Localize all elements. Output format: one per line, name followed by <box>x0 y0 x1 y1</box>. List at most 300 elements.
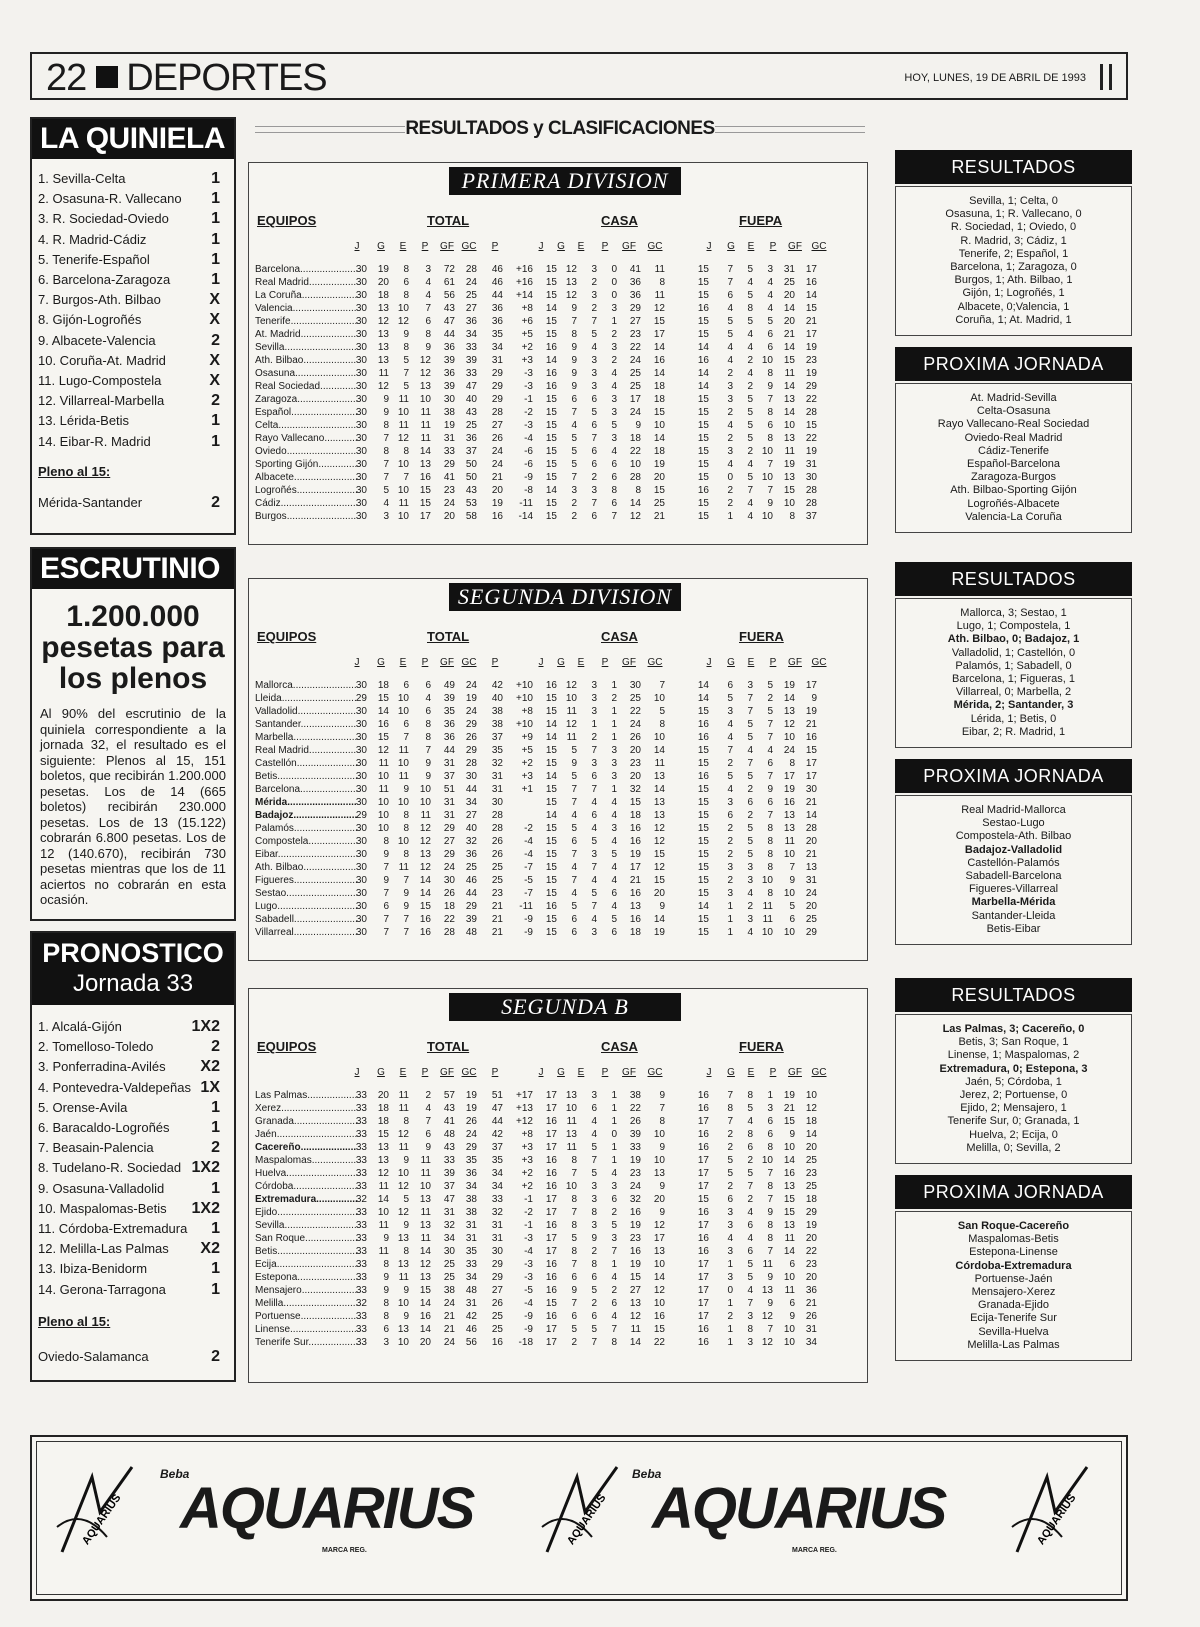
team-name: Granada ..... <box>255 1115 357 1128</box>
stat-cell: 8 <box>403 1246 409 1257</box>
stat-cell: 6 <box>591 1311 597 1322</box>
stat-cell: 6 <box>591 1272 597 1283</box>
stat-cell: 29 <box>491 394 503 405</box>
stat-cell: 2 <box>747 355 753 366</box>
stat-cell: 4 <box>611 446 617 457</box>
stat-cell: 6 <box>591 771 597 782</box>
fixture-line: Estepona-Linense <box>969 1246 1058 1259</box>
stat-cell: 1 <box>611 1142 617 1153</box>
stat-cell: 14 <box>805 1129 817 1140</box>
stat-cell: 4 <box>611 1311 617 1322</box>
stat-cell: 23 <box>629 1233 641 1244</box>
stat-cell: 2 <box>767 693 773 704</box>
stat-cell: 11 <box>784 1233 795 1244</box>
stat-cell: 25 <box>465 420 477 431</box>
list-item <box>32 230 234 250</box>
table-row <box>249 679 869 692</box>
stat-cell: +3 <box>521 771 533 782</box>
stat-cell: 7 <box>571 1207 577 1218</box>
stat-cell: 30 <box>491 1246 503 1257</box>
result-line: Palamós, 1; Sabadell, 0 <box>955 659 1072 672</box>
stat-cell: 21 <box>805 316 817 327</box>
stat-cell: +5 <box>521 329 533 340</box>
ad-brand: AQUARIUS <box>652 1476 946 1541</box>
stat-cell: 13 <box>783 433 795 444</box>
stat-cell: 10 <box>805 1090 817 1101</box>
stat-cell: 10 <box>783 888 795 899</box>
stat-cell: 14 <box>545 771 557 782</box>
stat-cell: 9 <box>425 758 431 769</box>
stat-cell: 7 <box>571 407 577 418</box>
stat-cell: 16 <box>629 836 641 847</box>
stat-cell: 34 <box>805 1337 817 1348</box>
stat-cell: 15 <box>629 797 641 808</box>
stat-cell: 29 <box>805 927 817 938</box>
stat-cell: 15 <box>697 394 709 405</box>
match-result: X <box>209 291 220 309</box>
stat-cell: 30 <box>355 446 367 457</box>
stat-cell: 15 <box>653 485 665 496</box>
stat-cell: 16 <box>697 485 709 496</box>
stat-cell: 4 <box>747 888 753 899</box>
stat-cell: 6 <box>789 1298 795 1309</box>
stat-cell: 33 <box>355 1324 367 1335</box>
col-header: J <box>354 1067 360 1078</box>
resultados-title: RESULTADOS <box>895 150 1132 184</box>
stat-cell: -3 <box>524 381 533 392</box>
stat-cell: -9 <box>524 927 533 938</box>
stat-cell: 17 <box>545 1337 557 1348</box>
result-line: Mallorca, 3; Sestao, 1 <box>960 607 1067 619</box>
stat-cell: 14 <box>545 732 557 743</box>
stat-cell: 15 <box>419 1285 431 1296</box>
stat-cell: 13 <box>783 1220 795 1231</box>
stat-cell: 7 <box>383 472 389 483</box>
stat-cell: 7 <box>727 1116 733 1127</box>
stat-cell: 3 <box>591 758 597 769</box>
col-header: P <box>421 657 429 668</box>
fixture-line: Badajoz-Valladolid <box>964 843 1063 856</box>
col-header: E <box>577 1067 585 1078</box>
stat-cell: 1 <box>767 1090 773 1101</box>
stat-cell: 24 <box>783 745 795 756</box>
stat-cell: 39 <box>443 693 455 704</box>
col-header: GF <box>788 241 802 252</box>
col-header: GF <box>788 657 802 668</box>
stat-cell: 15 <box>545 472 557 483</box>
stat-cell: 17 <box>629 862 641 873</box>
stat-cell: -5 <box>524 875 533 886</box>
col-group-equipos: EQUIPOS <box>257 629 317 644</box>
stat-cell: 31 <box>465 1298 477 1309</box>
team-name: Tenerife ..... <box>255 315 357 328</box>
stat-cell: 13 <box>629 1298 641 1309</box>
stat-cell: 5 <box>571 1233 577 1244</box>
stat-cell: 7 <box>591 1155 597 1166</box>
stat-cell: 30 <box>355 394 367 405</box>
stat-cell: 48 <box>465 927 477 938</box>
stat-cell: 19 <box>805 342 817 353</box>
stat-cell: 7 <box>767 394 773 405</box>
stat-cell: 4 <box>747 459 753 470</box>
fixture-line: Oviedo-Real Madrid <box>964 431 1063 444</box>
stat-cell: 20 <box>805 901 817 912</box>
stat-cell: 1 <box>727 914 733 925</box>
table-row <box>249 1258 869 1271</box>
team-name: Marbella ..... <box>255 731 357 744</box>
team-name: Castellón ..... <box>255 757 357 770</box>
stat-cell: 6 <box>767 342 773 353</box>
stat-cell: 19 <box>805 706 817 717</box>
stat-cell: 36 <box>443 342 455 353</box>
stat-cell: -11 <box>519 498 533 509</box>
stat-cell: 22 <box>629 706 641 717</box>
stat-cell: 37 <box>443 771 455 782</box>
escrutinio-headline <box>32 601 234 694</box>
team-name: Barcelona ..... <box>255 263 357 276</box>
stat-cell: -2 <box>524 407 533 418</box>
stat-cell: 13 <box>377 1142 389 1153</box>
list-item <box>32 209 234 229</box>
aquarius-ad <box>30 1435 1128 1601</box>
team-name: Español ..... <box>255 406 357 419</box>
stat-cell: 4 <box>747 329 753 340</box>
stat-cell: 15 <box>697 420 709 431</box>
stat-cell: 4 <box>591 1129 597 1140</box>
stat-cell: 5 <box>571 446 577 457</box>
aquarius-logo-icon <box>52 1457 147 1567</box>
stat-cell: 30 <box>355 264 367 275</box>
stat-cell: 13 <box>377 303 389 314</box>
stat-cell: +5 <box>521 745 533 756</box>
stat-cell: 15 <box>697 498 709 509</box>
col-header: G <box>377 657 385 668</box>
stat-cell: 15 <box>545 1298 557 1309</box>
stat-cell: 4 <box>591 875 597 886</box>
stat-cell: 17 <box>805 680 817 691</box>
stat-cell: 25 <box>443 1259 455 1270</box>
stat-cell: 15 <box>697 745 709 756</box>
stat-cell: 30 <box>355 472 367 483</box>
table-row <box>249 263 869 276</box>
stat-cell: 36 <box>443 719 455 730</box>
stat-cell: 2 <box>571 498 577 509</box>
result-line: Ath. Bilbao, 0; Badajoz, 1 <box>947 633 1080 646</box>
stat-cell: -9 <box>524 472 533 483</box>
col-header: GC <box>647 241 663 252</box>
stat-cell: 10 <box>761 472 773 483</box>
table-row <box>249 783 869 796</box>
stat-cell: 7 <box>611 1246 617 1257</box>
stat-cell: 7 <box>425 1116 431 1127</box>
team-name: Tenerife Sur ..... <box>255 1336 357 1349</box>
stat-cell: 21 <box>491 914 503 925</box>
stat-cell: 33 <box>355 1103 367 1114</box>
stat-cell: 4 <box>611 862 617 873</box>
stat-cell: 11 <box>762 901 773 912</box>
stat-cell: +9 <box>521 732 533 743</box>
stat-cell: 14 <box>545 485 557 496</box>
stat-cell: 15 <box>697 290 709 301</box>
stat-cell: 1 <box>727 927 733 938</box>
result-line: Mérida, 2; Santander, 3 <box>953 699 1074 712</box>
stat-cell: 16 <box>545 1285 557 1296</box>
team-name: Ejido ..... <box>255 1206 357 1219</box>
stat-cell: 15 <box>545 927 557 938</box>
stat-cell: 4 <box>727 355 733 366</box>
stat-cell: 11 <box>420 1168 431 1179</box>
stat-cell: 10 <box>783 498 795 509</box>
team-name: Xerez ..... <box>255 1102 357 1115</box>
stat-cell: 37 <box>491 1142 503 1153</box>
stat-cell: 1 <box>611 1103 617 1114</box>
stat-cell: 6 <box>727 680 733 691</box>
stat-cell: 12 <box>565 290 577 301</box>
stat-cell: 16 <box>697 1233 709 1244</box>
team-name: At. Madrid ..... <box>255 328 357 341</box>
col-header: GC <box>461 241 477 252</box>
stat-cell: 13 <box>783 1181 795 1192</box>
stat-cell: 4 <box>571 420 577 431</box>
stat-cell: 24 <box>491 446 503 457</box>
stat-cell: 5 <box>591 407 597 418</box>
stat-cell: 3 <box>591 927 597 938</box>
stat-cell: 14 <box>805 810 817 821</box>
fixture-line: Logroñés-Albacete <box>967 497 1060 510</box>
escrutinio-box <box>30 547 236 921</box>
table-row <box>249 1128 869 1141</box>
stat-cell: 35 <box>465 1155 477 1166</box>
stat-cell: 8 <box>767 888 773 899</box>
stat-cell: 15 <box>545 823 557 834</box>
stat-cell: 10 <box>377 771 389 782</box>
team-name: Barcelona ..... <box>255 783 357 796</box>
pleno-match: Mérida-Santander <box>38 494 143 510</box>
stat-cell: 31 <box>443 433 455 444</box>
stat-cell: 12 <box>419 836 431 847</box>
stat-cell: 5 <box>611 849 617 860</box>
stat-cell: 11 <box>630 1324 641 1335</box>
stat-cell: 38 <box>491 719 503 730</box>
stat-cell: 30 <box>355 797 367 808</box>
proxima-jornada-title: PROXIMA JORNADA <box>895 1175 1132 1209</box>
stat-cell: 6 <box>591 1103 597 1114</box>
stat-cell: -18 <box>518 1337 533 1348</box>
stat-cell: 2 <box>727 1142 733 1153</box>
stat-cell: 15 <box>653 1324 665 1335</box>
stat-cell: 28 <box>805 407 817 418</box>
result-line: Linense, 1; Maspalomas, 2 <box>947 1049 1080 1062</box>
pronostico-pleno-match: Oviedo-Salamanca <box>38 1348 149 1364</box>
stat-cell: 10 <box>783 1337 795 1348</box>
stat-cell: 10 <box>783 1272 795 1283</box>
result-line: Gijón, 1; Logroñés, 1 <box>962 287 1065 300</box>
stat-cell: 17 <box>697 1285 709 1296</box>
logo-lettering: AQUARIUS <box>565 1492 609 1548</box>
stat-cell: +8 <box>521 1129 533 1140</box>
stat-cell: 5 <box>747 732 753 743</box>
stat-cell: 7 <box>571 472 577 483</box>
stat-cell: 17 <box>697 1116 709 1127</box>
stat-cell: 5 <box>747 394 753 405</box>
fixture-line: Maspalomas-Betis <box>968 1233 1059 1246</box>
stat-cell: 9 <box>767 784 773 795</box>
table-row <box>249 406 869 419</box>
stat-cell: 12 <box>377 745 389 756</box>
stat-cell: 3 <box>767 264 773 275</box>
stat-cell: 30 <box>443 875 455 886</box>
stat-cell: 7 <box>747 758 753 769</box>
stat-cell: 11 <box>566 706 577 717</box>
stat-cell: 20 <box>783 316 795 327</box>
stat-cell: 13 <box>565 1090 577 1101</box>
stat-cell: 29 <box>443 823 455 834</box>
stat-cell: 27 <box>629 316 641 327</box>
col-header: G <box>557 657 565 668</box>
stat-cell: 41 <box>443 472 455 483</box>
stat-cell: 16 <box>653 1311 665 1322</box>
stat-cell: 30 <box>491 797 503 808</box>
stat-cell: 18 <box>653 394 665 405</box>
stat-cell: 15 <box>653 875 665 886</box>
stat-cell: 33 <box>465 368 477 379</box>
table-row <box>249 1141 869 1154</box>
fixture-line: Sabadell-Barcelona <box>965 870 1062 883</box>
result-line: Eibar, 2; R. Madrid, 1 <box>961 725 1066 738</box>
match-result: 1X2 <box>191 1159 220 1177</box>
list-item <box>32 270 234 290</box>
col-header: E <box>399 241 407 252</box>
stat-cell: 23 <box>805 355 817 366</box>
stat-cell: 44 <box>465 888 477 899</box>
stat-cell: 34 <box>491 342 503 353</box>
stat-cell: 9 <box>403 329 409 340</box>
stat-cell: 7 <box>591 862 597 873</box>
stat-cell: 20 <box>377 1090 389 1101</box>
stat-cell: 10 <box>397 758 409 769</box>
stat-cell: +2 <box>521 342 533 353</box>
stat-cell: +3 <box>521 355 533 366</box>
stat-cell: -3 <box>524 420 533 431</box>
stat-cell: 3 <box>611 394 617 405</box>
stat-cell: 8 <box>789 758 795 769</box>
stat-cell: 19 <box>377 264 389 275</box>
stat-cell: 16 <box>419 927 431 938</box>
stat-cell: 3 <box>747 875 753 886</box>
stat-cell: 8 <box>767 1220 773 1231</box>
quiniela-title: LA QUINIELA <box>32 119 234 159</box>
stat-cell: 5 <box>767 316 773 327</box>
table-row <box>249 393 869 406</box>
match-name: 13. Lérida-Betis <box>38 413 130 429</box>
stat-cell: 12 <box>629 511 641 522</box>
stat-cell: 21 <box>491 927 503 938</box>
stat-cell: 12 <box>397 316 409 327</box>
stat-cell: 47 <box>443 1194 455 1205</box>
stat-cell: 29 <box>443 459 455 470</box>
stat-cell: 20 <box>653 1194 665 1205</box>
stat-cell: +2 <box>521 1168 533 1179</box>
stat-cell: 25 <box>443 1272 455 1283</box>
stat-cell: 38 <box>443 1285 455 1296</box>
stat-cell: 2 <box>727 849 733 860</box>
stat-cell: 8 <box>659 719 665 730</box>
stat-cell: 10 <box>397 1168 409 1179</box>
stat-cell: 21 <box>805 1298 817 1309</box>
stat-cell: 12 <box>653 303 665 314</box>
team-name: Linense ..... <box>255 1323 357 1336</box>
stat-cell: 11 <box>378 1246 389 1257</box>
stat-cell: 36 <box>465 433 477 444</box>
stat-cell: 9 <box>659 901 665 912</box>
table-row <box>249 1115 869 1128</box>
table-row <box>249 809 869 822</box>
stat-cell: 33 <box>355 1311 367 1322</box>
stat-cell: 4 <box>727 342 733 353</box>
list-item <box>32 1037 234 1057</box>
stat-cell: 3 <box>591 485 597 496</box>
stat-cell: 0 <box>611 290 617 301</box>
stat-cell: 13 <box>653 1168 665 1179</box>
stat-cell: 15 <box>697 875 709 886</box>
stat-cell: 8 <box>767 1181 773 1192</box>
stat-cell: 27 <box>491 1285 503 1296</box>
stat-cell: 9 <box>789 875 795 886</box>
stat-cell: 3 <box>727 446 733 457</box>
stat-cell: 12 <box>377 381 389 392</box>
stat-cell: 2 <box>591 1246 597 1257</box>
stat-cell: 15 <box>697 823 709 834</box>
stat-cell: 10 <box>783 927 795 938</box>
table-row <box>249 705 869 718</box>
team-name: Real Madrid ..... <box>255 276 357 289</box>
stat-cell: 9 <box>571 758 577 769</box>
stat-cell: 4 <box>727 459 733 470</box>
stat-cell: 4 <box>727 1233 733 1244</box>
stat-cell: 3 <box>727 888 733 899</box>
stat-cell: 8 <box>767 849 773 860</box>
stat-cell: 16 <box>783 797 795 808</box>
stat-cell: 10 <box>653 420 665 431</box>
stat-cell: 22 <box>629 1103 641 1114</box>
stat-cell: 7 <box>425 303 431 314</box>
stat-cell: 11 <box>420 433 431 444</box>
stat-cell: 16 <box>545 680 557 691</box>
match-result: 1 <box>211 1260 220 1278</box>
stat-cell: 36 <box>465 1168 477 1179</box>
stat-cell: 10 <box>783 1142 795 1153</box>
stat-cell: 4 <box>611 1168 617 1179</box>
stat-cell: 9 <box>383 394 389 405</box>
stat-cell: 6 <box>611 472 617 483</box>
list-item <box>32 169 234 189</box>
stat-cell: 9 <box>591 1233 597 1244</box>
result-line: Ejido, 2; Mensajero, 1 <box>960 1102 1067 1115</box>
stat-cell: 42 <box>491 1129 503 1140</box>
match-result: 1 <box>211 1119 220 1137</box>
stat-cell: 4 <box>747 1116 753 1127</box>
stat-cell: 33 <box>491 1194 503 1205</box>
stat-cell: 17 <box>805 771 817 782</box>
stat-cell: 3 <box>591 368 597 379</box>
stat-cell: 28 <box>805 823 817 834</box>
stat-cell: 2 <box>591 277 597 288</box>
stat-cell: 24 <box>465 680 477 691</box>
stat-cell: 30 <box>355 836 367 847</box>
stat-cell: 8 <box>767 433 773 444</box>
stat-cell: 38 <box>465 1207 477 1218</box>
stat-cell: 8 <box>383 1311 389 1322</box>
